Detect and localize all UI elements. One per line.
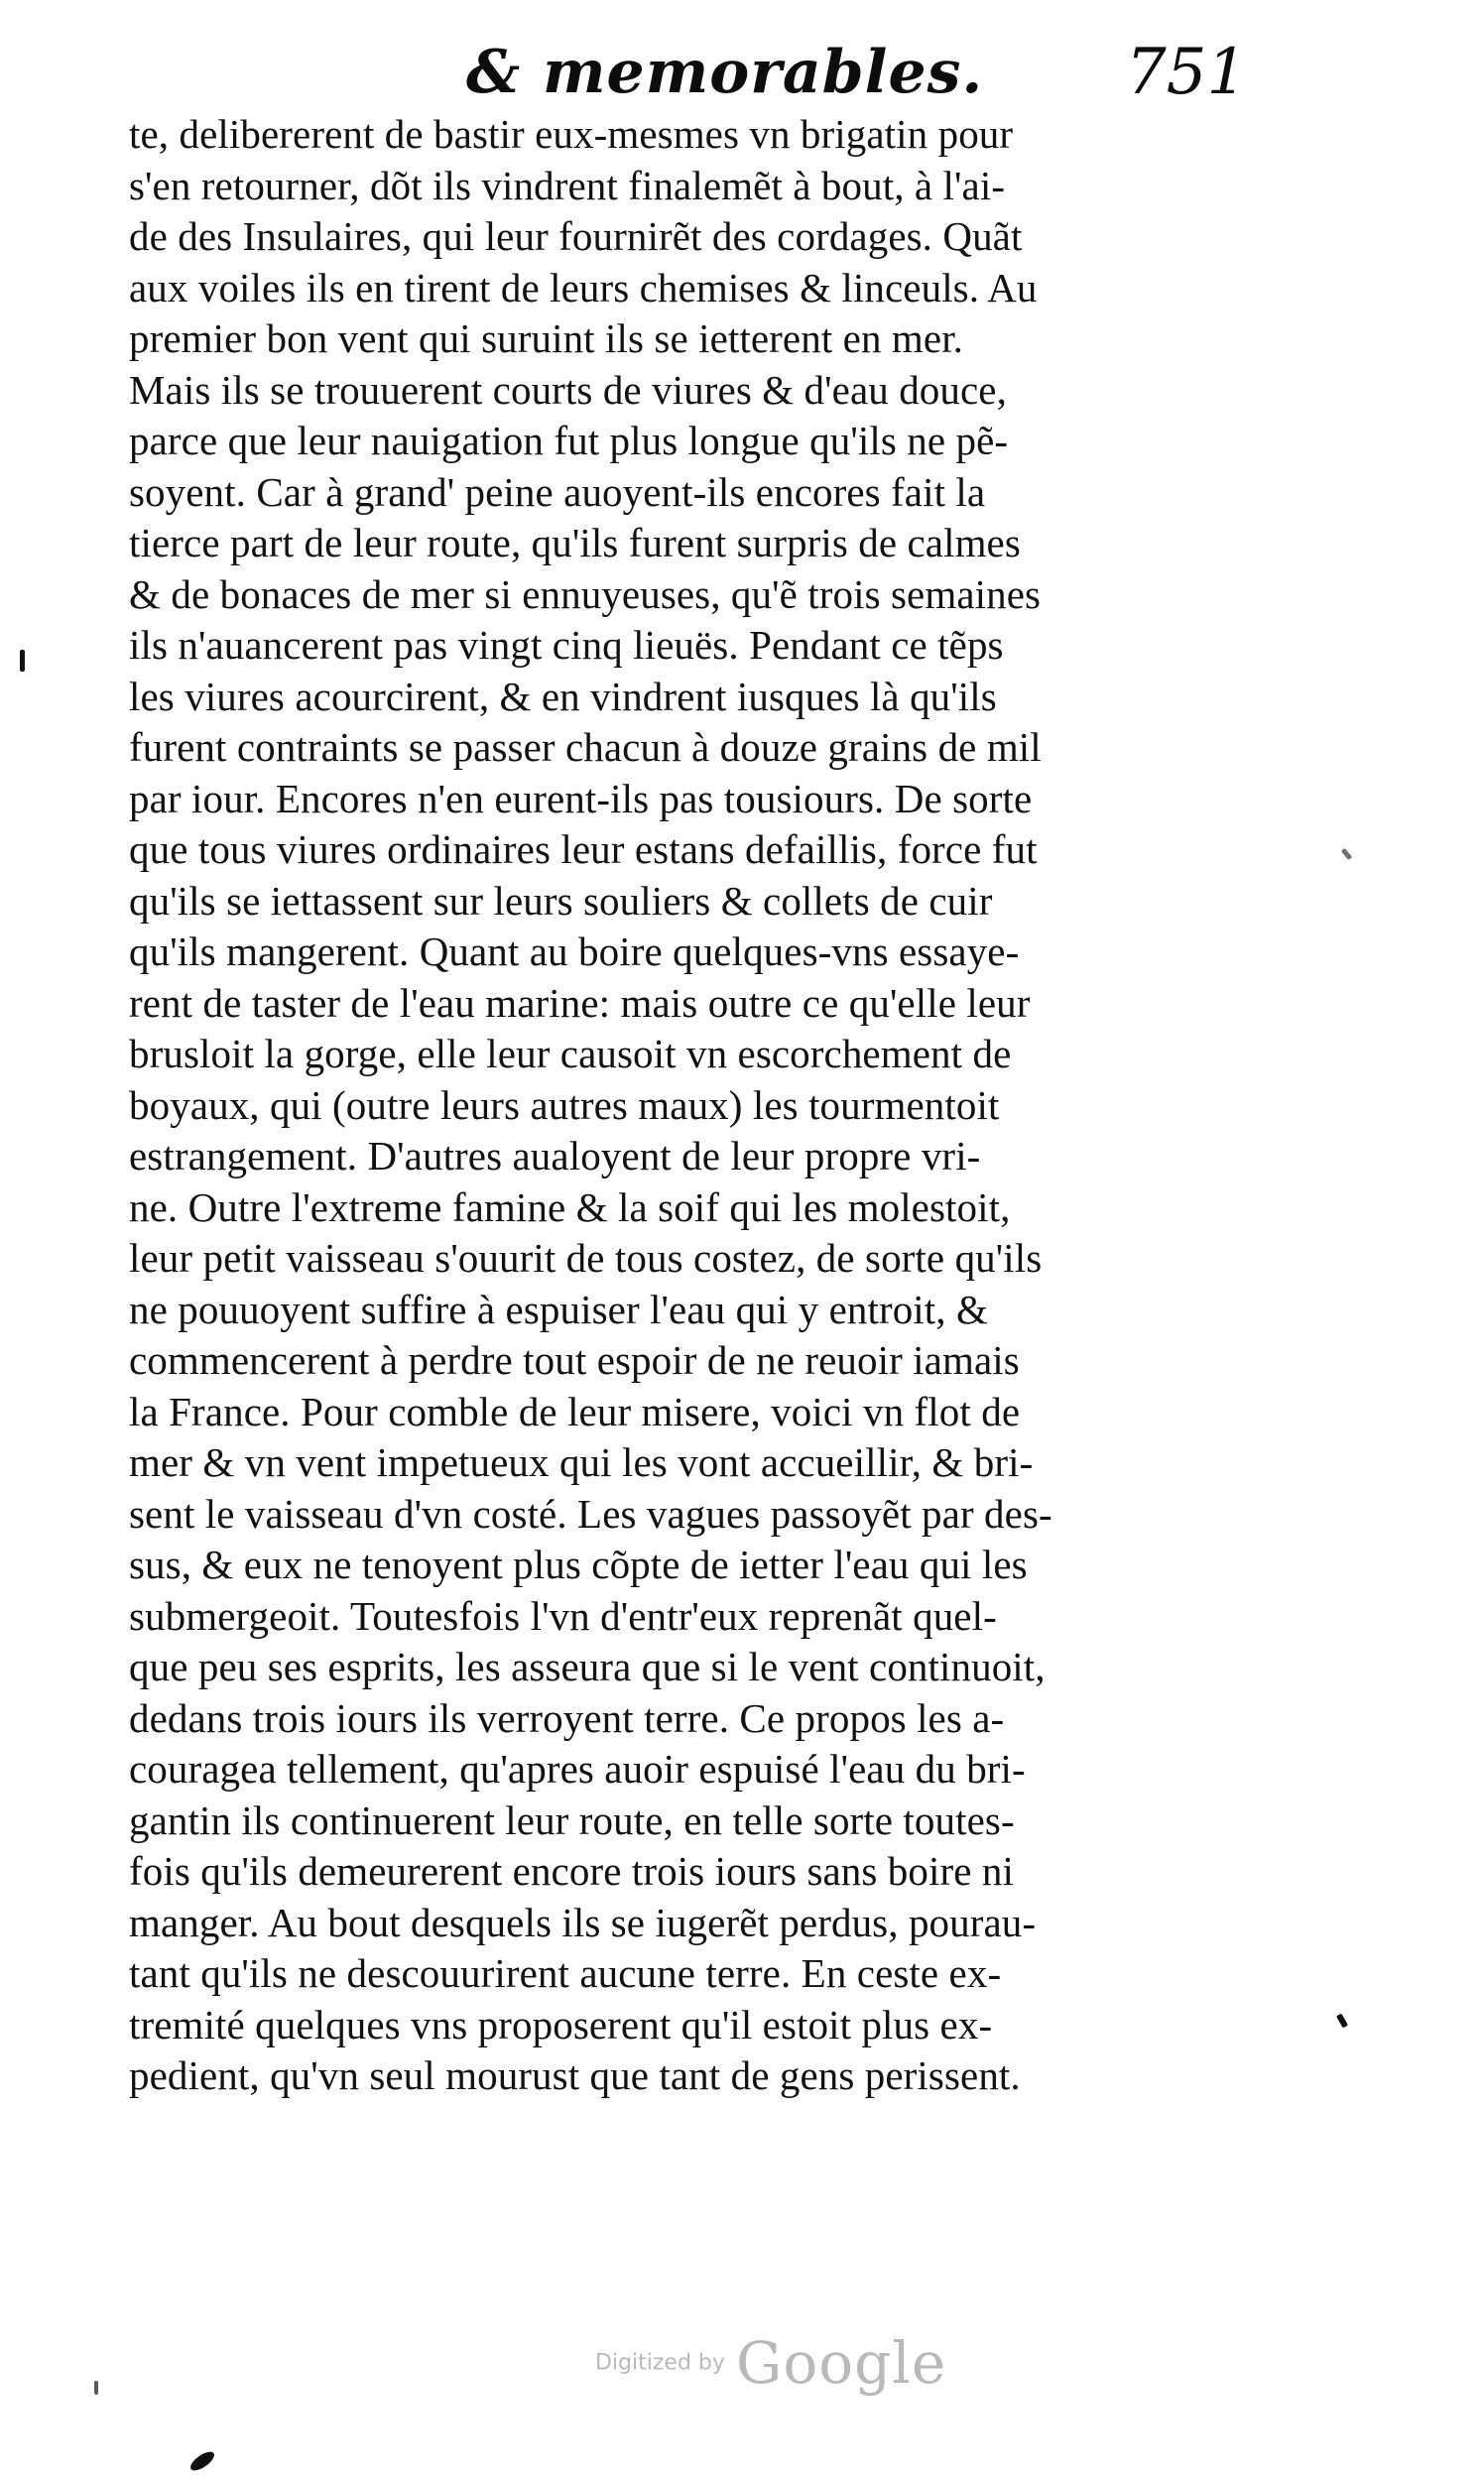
text-line: pedient, qu'vn seul mourust que tant de gens perissent. <box>129 2052 1021 2098</box>
text-line: soyent. Car à grand' peine auoyent-ils encores fait la <box>129 468 986 515</box>
text-line: sus, & eux ne tenoyent plus cõpte de ietter l'eau qui les <box>129 1542 1028 1587</box>
ink-speck <box>187 2448 217 2474</box>
text-line: brusloit la gorge, elle leur causoit vn escorchement de <box>129 1031 1012 1076</box>
text-line: leur petit vaisseau s'ouurit de tous costez, de sorte qu'ils <box>129 1235 1043 1281</box>
text-line: sent le vaisseau d'vn costé. Les vagues passoyẽt par des- <box>129 1490 1052 1537</box>
text-line: submergeoit. Toutesfois l'vn d'entr'eux reprenãt quel- <box>129 1592 997 1639</box>
text-line: fois qu'ils demeurerent encore trois iours sans boire ni <box>129 1848 1014 1894</box>
text-line: tremité quelques vns proposerent qu'il estoit plus ex- <box>129 2001 993 2047</box>
digitization-watermark <box>595 2329 972 2409</box>
text-line: parce que leur nauigation fut plus longue qu'ils ne pẽ- <box>129 418 1009 463</box>
text-line: les viures acourcirent, & en vindrent iusques là qu'ils <box>129 673 997 719</box>
text-line: tierce part de leur route, qu'ils furent surpris de calmes <box>129 520 1021 565</box>
text-line: que peu ses esprits, les asseura que si le vent continuoit, <box>129 1644 1046 1689</box>
running-head: & memorables. <box>466 38 984 107</box>
text-line: premier bon vent qui suruint ils se ietterent en mer. <box>129 315 964 361</box>
text-line: ne pouuoyent suffire à espuiser l'eau qui y entroit, & <box>129 1286 988 1332</box>
text-line: aux voiles ils en tirent de leurs chemises & linceuls. Au <box>129 264 1038 310</box>
text-line: dedans trois iours ils verroyent terre. Ce propos les a- <box>129 1694 1005 1741</box>
text-line: commencerent à perdre tout espoir de ne reuoir iamais <box>129 1337 1020 1383</box>
text-line: ils n'auancerent pas vingt cinq lieuës. Pendant ce tẽps <box>129 622 1004 668</box>
ink-speck <box>1336 2013 1348 2028</box>
ink-speck <box>1341 848 1353 860</box>
ink-speck <box>94 2381 98 2395</box>
text-line: gantin ils continuerent leur route, en telle sorte toutes- <box>129 1797 1015 1843</box>
watermark-prefix: Digitized by <box>595 2350 725 2376</box>
text-line: qu'ils se iettassent sur leurs souliers & collets de cuir <box>129 877 993 924</box>
google-logo: Google <box>736 2329 947 2397</box>
text-line: & de bonaces de mer si ennuyeuses, qu'ẽ trois semaines <box>129 570 1042 617</box>
ink-speck <box>20 650 25 672</box>
text-line: ne. Outre l'extreme famine & la soif qui les molestoit, <box>129 1183 1011 1230</box>
text-line: Mais ils se trouuerent courts de viures & d'eau douce, <box>129 366 1007 413</box>
text-line: furent contraints se passer chacun à douze grains de mil <box>129 724 1042 770</box>
text-line: tant qu'ils ne descouurirent aucune terre. En ceste ex- <box>129 1950 1002 1996</box>
text-line: la France. Pour comble de leur misere, voici vn flot de <box>129 1388 1021 1434</box>
text-line: te, delibererent de bastir eux-mesmes vn brigatin pour <box>129 111 1014 157</box>
page-number: 751 <box>1126 36 1248 109</box>
text-line: couragea tellement, qu'apres auoir espuisé l'eau du bri- <box>129 1746 1026 1792</box>
body-text <box>129 109 1250 2192</box>
text-line: s'en retourner, dõt ils vindrent finalemẽt à bout, à l'ai- <box>129 162 1006 208</box>
text-line: qu'ils mangerent. Quant au boire quelques-vns essaye- <box>129 929 1020 974</box>
text-line: que tous viures ordinaires leur estans defaillis, force fut <box>129 826 1038 872</box>
text-line: estrangement. D'autres aualoyent de leur propre vri- <box>129 1133 981 1178</box>
text-line: de des Insulaires, qui leur fournirẽt des cordages. Quãt <box>129 213 1023 259</box>
text-line: par iour. Encores n'en eurent-ils pas tousiours. De sorte <box>129 775 1033 821</box>
text-line: boyaux, qui (outre leurs autres maux) les tourmentoit <box>129 1081 1000 1128</box>
text-line: mer & vn vent impetueux qui les vont accueillir, & bri- <box>129 1439 1034 1485</box>
text-line: rent de taster de l'eau marine: mais outre ce qu'elle leur <box>129 979 1031 1026</box>
text-line: manger. Au bout desquels ils se iugerẽt perdus, pourau- <box>129 1899 1037 1945</box>
